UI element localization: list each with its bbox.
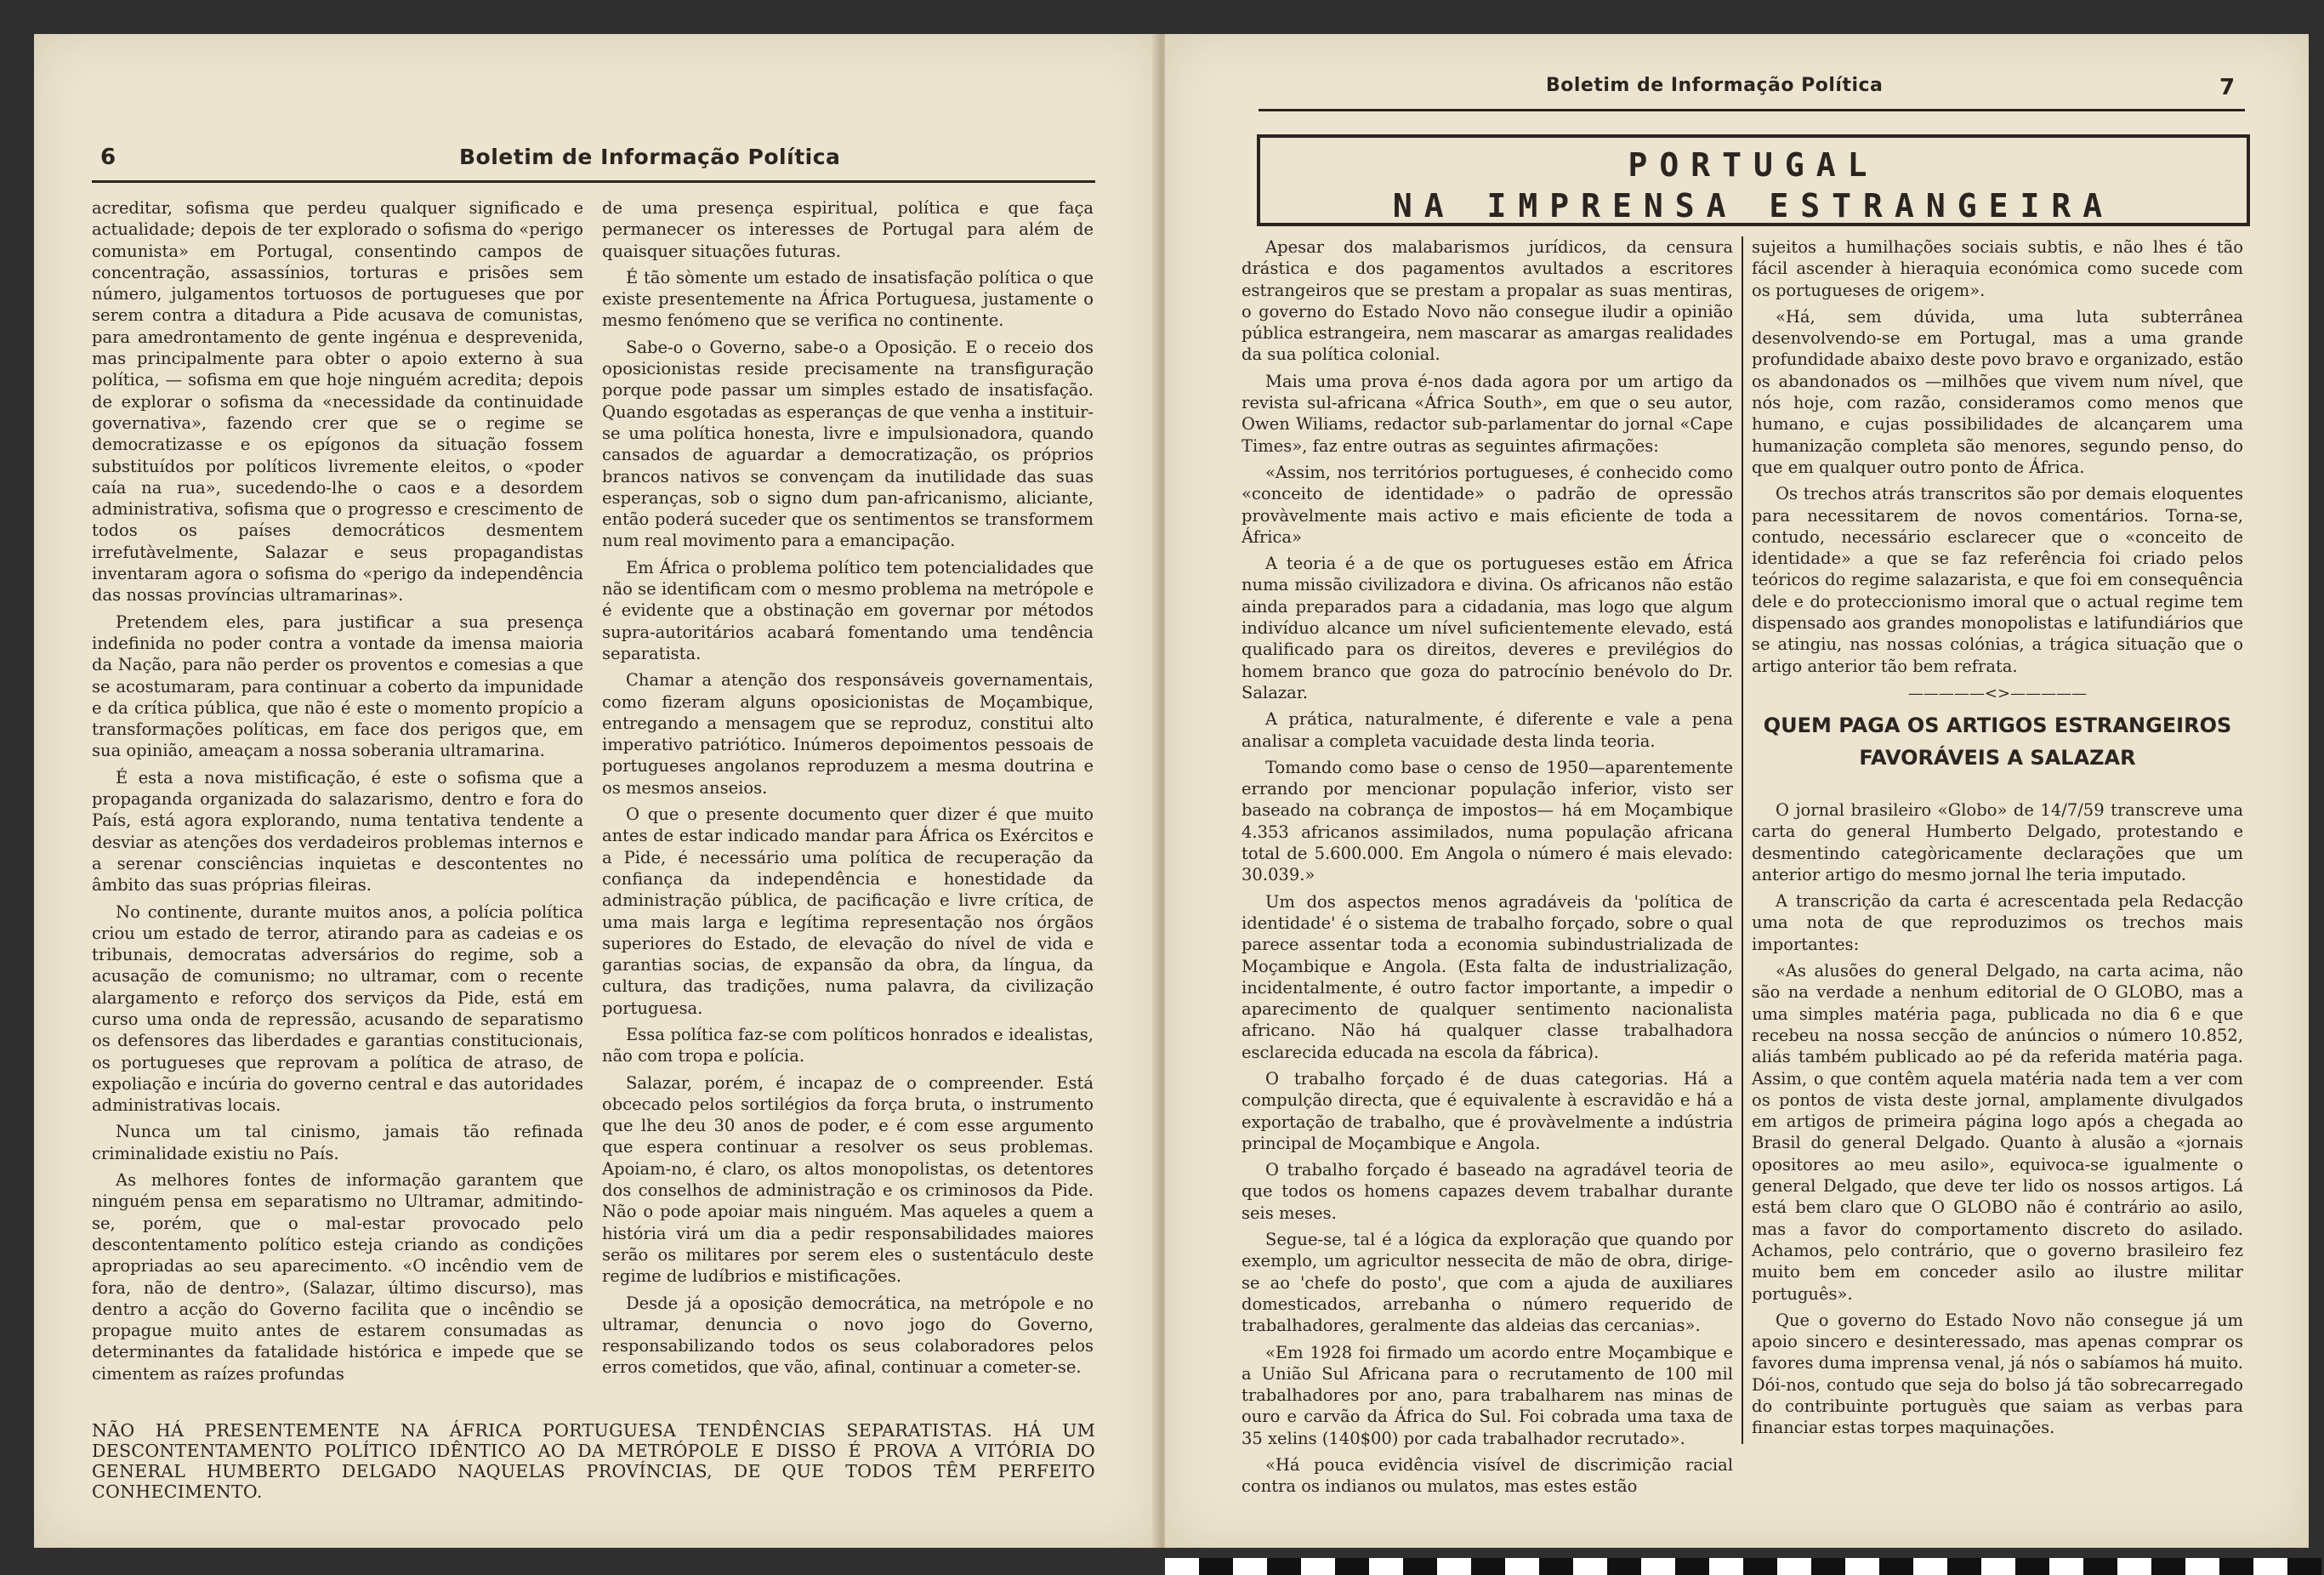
paragraph: «Em 1928 foi firmado um acordo entre Moçambique e a União Sul Africana para o recrutamento de 100 mil trabalhadores por ano, para trabalharem nas minas de ouro e carvão da África do Sul. Foi cobrada uma taxa de 35 xelins (140$00) por cada trabalhador recrutado». (1242, 1342, 1733, 1448)
paragraph: «Há, sem dúvida, uma luta subterrânea desenvolvendo-se em Portugal, mas a uma grande profundidade abaixo deste povo bravo e organizado, estão os abandonados os —milhões que vivem num nível, que nós hoje, com razão, consideramos como menos que humano, e cujas possibilidades de alcançarem uma humanização completa são menores, segundo penso, do que em qualquer outro ponto de África. (1752, 306, 2243, 477)
paragraph: O trabalho forçado é de duas categorias. Há a compulção directa, que é equivalente à escravidão e há a exportação de trabalho, que é provàvelmente a indústria principal de Moçambique e Angola. (1242, 1068, 1733, 1153)
ornament-divider: —————<>————— (1907, 685, 2088, 702)
paragraph: Nunca um tal cinismo, jamais tão refinada criminalidade existiu no País. (92, 1122, 583, 1163)
banner-line-1: PORTUGAL (1628, 146, 1879, 184)
banner-line-2: NA IMPRENSA ESTRANGEIRA (1392, 187, 2115, 225)
paragraph: de uma presença espiritual, política e que faça permanecer os interesses de Portugal para além de quaisquer situações futuras. (602, 198, 1094, 261)
section-banner (1257, 134, 2250, 226)
paragraph: Os trechos atrás transcritos são por demais eloquentes para necessitarem de novos comentários. Torna-se, contudo, necessário esclarecer que o «conceito de identidade» a que se faz referência foi criado pelos teóricos do regime salazarista, e que foi em consequência dele e do proteccionismo imoral que o actual regime tem dispensado aos grandes monopolistas e latifundiários que se atingiu, nas nossas colónias, a trágica situação que o artigo anterior tão bem refrata. (1752, 484, 2243, 676)
paragraph: O jornal brasileiro «Globo» de 14/7/59 transcreve uma carta do general Humberto Delgado, protestando e desmentindo categòricamente declarações que um anterior artigo do mesmo jornal lhe teria imputado. (1752, 800, 2243, 884)
paragraph: Apesar dos malabarismos jurídicos, da censura drástica e dos pagamentos avultados a escritores estrangeiros que se prestam a propalar as suas mentiras, o governo do Estado Novo não consegue iludir a opinião pública estrangeira, nem mascarar as amargas realidades da sua política colonial. (1242, 237, 1733, 365)
left-header-rule (92, 180, 1095, 183)
box-heading-line-1: QUEM PAGA OS ARTIGOS ESTRANGEIROS (1763, 714, 2232, 737)
paragraph: A transcrição da carta é acrescentada pela Redacção uma nota de que reproduzimos os trechos mais importantes: (1752, 891, 2243, 954)
paragraph: A teoria é a de que os portugueses estão em África numa missão civilizadora e divina. Os africanos não estão ainda preparados para a cidadania, mas logo que algum indivíduo alcance um nível suficientemente elevado, está qualificado para os direitos, deveres e previlégios do homem branco que goza do patrocínio benévolo do Dr. Salazar. (1242, 554, 1733, 702)
column-divider (1742, 236, 1743, 1444)
right-running-title: Boletim de Informação Política (1546, 75, 1884, 96)
paragraph: Chamar a atenção dos responsáveis governamentais, como fizeram alguns oposicionistas de Moçambique, entregando a mensagem que se reproduz, constitui alto imperativo patriótico. Inúmeros depoimentos pessoais de portugueses angolanos reproduzem a mesma doutrina e os mesmos anseios. (602, 670, 1094, 798)
paragraph: Tomando como base o censo de 1950—aparentemente errando por mencionar população inferior, visto ser baseado na cobrança de impostos— há em Moçambique 4.353 africanos assimilados, numa população africana total de 5.600.000. Em Angola o número é mais elevado: 30.039.» (1242, 757, 1733, 885)
paragraph: Em África o problema político tem potencialidades que não se identificam com o mesmo problema na metrópole e é evidente que a obstinação em governar por métodos supra-autoritários acabará fomentando uma tendência separatista. (602, 557, 1094, 663)
box-heading (1752, 709, 2243, 774)
paragraph: No continente, durante muitos anos, a polícia política criou um estado de terror, atirando para as cadeias e os tribunais, democratas adversários do regime, sob a acusação de comunismo; no ultramar, com o recente alargamento e reforço dos serviços da Pide, está em curso uma onda de repressão, acusando de separatismo os defensores das liberdades e garantias constitucionais, os portugueses que reprovam a política de atraso, de expoliação e incúria do governo central e das autoridades administrativas locais. (92, 901, 583, 1116)
paragraph: É tão sòmente um estado de insatisfação política o que existe presentemente na África Portuguesa, justamente o mesmo fenómeno que se verifica no continente. (602, 267, 1094, 331)
box-heading-line-2: FAVORÁVEIS A SALAZAR (1859, 746, 2136, 770)
left-footer-note: NÃO HÁ PRESENTEMENTE NA ÁFRICA PORTUGUESA TENDÊNCIAS SEPARATISTAS. HÁ UM DESCONTENTAMENTO POLÍTICO IDÊNTICO AO DA METRÓPOLE E DISSO É PROVA A VITÓRIA DO GENERAL HUMBERTO DELGADO NAQUELAS PROVÍNCIAS, DE QUE TODOS TÊM PERFEITO CONHECIMENTO. (92, 1420, 1095, 1502)
paragraph: Desde já a oposição democrática, na metrópole e no ultramar, denuncia o novo jogo do Governo, responsabilizando todos os seus colaboradores pelos erros cometidos, que vão, afinal, continuar a cometer-se. (602, 1293, 1094, 1378)
paragraph: O trabalho forçado é baseado na agradável teoria de que todos os homens capazes devem trabalhar durante seis meses. (1242, 1160, 1733, 1223)
paragraph: «Assim, nos territórios portugueses, é conhecido como «conceito de identidade» o padrão de opressão provàvelmente mais activo e mais eficiente de toda a África» (1242, 462, 1733, 547)
paragraph: «As alusões do general Delgado, na carta acima, não são na verdade a nenhum editorial de O GLOBO, mas a uma simples matéria paga, publicada no dia 6 e que recebeu na nossa secção de anúncios o número 10.852, aliás também publicado ao pé da referida matéria paga. Assim, o que contêm aquela matéria nada tem a ver com os pontos de vista deste jornal, amplamente divulgados em artigos de primeira página logo após a chegada ao Brasil do general Delgado. Quanto à alusão a «jornais opositores ao meu asilo», equivoca-se igualmente o general Delgado, que deve ter lido os nossos artigos. Lá está bem claro que O GLOBO não é contrário ao asilo, mas a favor do comportamento discreto do asilado. Achamos, pelo contrário, que o governo brasileiro fez muito bem em conceder asilo ao ilustre militar português». (1752, 961, 2243, 1304)
scale-ruler (1165, 1558, 2321, 1575)
paragraph: sujeitos a humilhações sociais subtis, e não lhes é tão fácil ascender à hieraquia económica como sucede com os portugueses de origem». (1752, 237, 2243, 300)
paragraph: Essa política faz-se com políticos honrados e idealistas, não com tropa e polícia. (602, 1024, 1094, 1066)
left-column-1 (92, 197, 583, 1390)
right-column-2 (1752, 236, 2243, 682)
paragraph: É esta a nova mistificação, é este o sofisma que a propaganda organizada do salazarismo, dentro e fora do País, está agora explorando, numa tentativa tendente a desviar as atenções dos verdadeiros problemas internos e a serenar consciências inquietas e descontentes no âmbito das suas próprias fileiras. (92, 767, 583, 896)
paragraph: Segue-se, tal é a lógica da exploração que quando por exemplo, um agricultor nessecita de mão de obra, dirige-se ao 'chefe do posto', que com a ajuda de auxiliares domesticados, arrebanha o número requerido de trabalhadores, geralmente das aldeias das cercanias». (1242, 1230, 1733, 1336)
paragraph: Salazar, porém, é incapaz de o compreender. Está obcecado pelos sortilégios da força bruta, o instrumento que lhe deu 30 anos de poder, e é com esse argumento que espera continuar a resolver os seus problemas. Apoiam-no, é claro, os altos monopolistas, os detentores dos conselhos de administração e os criminosos da Pide. Não o pode apoiar mais ninguém. Mas aqueles a quem a história virá um dia a pedir responsabilidades maiores serão os militares por serem eles o sustentáculo deste regime de ludíbrios e mistificações. (602, 1072, 1094, 1287)
paragraph: Sabe-o o Governo, sabe-o a Oposição. E o receio dos oposicionistas reside precisamente na transfiguração porque pode passar um simples estado de insatisfação. Quando esgotadas as esperanças de que venha a instituir-se uma política honesta, livre e impulsionadora, quando cansados de aguardar a democratização, os próprios brancos nativos se convençam da inutilidade das suas esperanças, sob o signo dum pan-africanismo, aliciante, então poderá suceder que os sentimentos se transformem num real movimento para a emancipação. (602, 337, 1094, 551)
left-page-number: 6 (100, 145, 116, 170)
paragraph: Mais uma prova é-nos dada agora por um artigo da revista sul-africana «África South», em que o seu autor, Owen Wiliams, redactor sub-parlamentar do jornal «Cape Times», faz entre outras as seguintes afirmações: (1242, 371, 1733, 456)
box-article (1752, 799, 2243, 1444)
right-page-number: 7 (2219, 75, 2236, 100)
paragraph: Pretendem eles, para justificar a sua presença indefinida no poder contra a vontade da imensa maioria da Nação, para não perder os proventos e comesias a que se acostumaram, para continuar a coberto da impunidade e da crítica pública, que não é este o momento propício a transformações políticas, em face dos perigos que, em sua opinião, ameaçam a nossa soberania ultramarina. (92, 611, 583, 761)
paragraph: «Há pouca evidência visível de discrimição racial contra os indianos ou mulatos, mas estes estão (1242, 1455, 1733, 1497)
paragraph: As melhores fontes de informação garantem que ninguém pensa em separatismo no Ultramar, admitindo-se, porém, que o mal-estar provocado pelo descontentamento político esteja criando as condições apropriadas ao seu aparecimento. «O incêndio vem de fora, não de dentro», (Salazar, último discurso), mas dentro a acção do Governo facilita que o incêndio se propague muito antes de estarem consumadas as determinantes da fatalidade histórica e impede que se cimentem as raízes profundas (92, 1170, 583, 1384)
paragraph: A prática, naturalmente, é diferente e vale a pena analisar a completa vacuidade desta linda teoria. (1242, 709, 1733, 751)
paragraph: acreditar, sofisma que perdeu qualquer significado e actualidade; depois de ter explorado o sofisma do «perigo comunista» em Portugal, consentindo campos de concentração, assassínios, torturas e prisões sem número, julgamentos tortuosos de portugueses que por serem contra a ditadura a Pide acusava de comunistas, para amedrontamento de gente ingénua e desprevenida, mas principalmente para obter o apoio externo à sua política, — sofisma em que hoje ninguém acredita; depois de explorar o sofisma da «necessidade da continuidade governativa», fazendo crer que se o regime se democratizasse e os epígonos da situação fossem substituídos por políticos livremente eleitos, o «poder caía na rua», sucedendo-lhe o caos e a desordem administrativa, sofisma que o progresso e crescimento de todos os países democráticos desmentem irrefutàvelmente, Salazar e seus propagandistas inventaram agora o sofisma do «perigo da independência das nossas províncias ultramarinas». (92, 198, 583, 606)
left-column-2 (602, 197, 1094, 1384)
right-header-rule (1259, 109, 2245, 111)
right-column-1 (1242, 236, 1733, 1503)
left-running-title: Boletim de Informação Política (459, 145, 841, 169)
paragraph: O que o presente documento quer dizer é que muito antes de estar indicado mandar para África os Exércitos e a Pide, é necessário uma política de recuperação da confiança da independência e honestidade da administração pública, de pacificação e livre crítica, de uma mais larga e legítima representação nos órgãos superiores do Estado, de elevação do nível de vida e garantias socias, de expansão da obra, da língua, da cultura, das tradições, numa palavra, da civilização portuguesa. (602, 805, 1094, 1018)
paragraph: Que o governo do Estado Novo não consegue já um apoio sincero e desinteressado, mas apenas comprar os favores duma imprensa venal, já nós o sabíamos há muito. Dói-nos, contudo que seja do bolso já tão sobrecarregado do contribuinte portuguès que saiam as verbas para financiar estas torpes maquinações. (1752, 1310, 2243, 1438)
paragraph: Um dos aspectos menos agradáveis da 'política de identidade' é o sistema de trabalho forçado, sobre o qual parece assentar toda a economia subindustrializada de Moçambique e Angola. (Esta falta de industrialização, incidentalmente, é outro factor importante, a impedir o aparecimento de qualquer sentimento nacionalista africano. Não há qualquer classe trabalhadora esclarecida educada na escola da fábrica). (1242, 891, 1733, 1062)
